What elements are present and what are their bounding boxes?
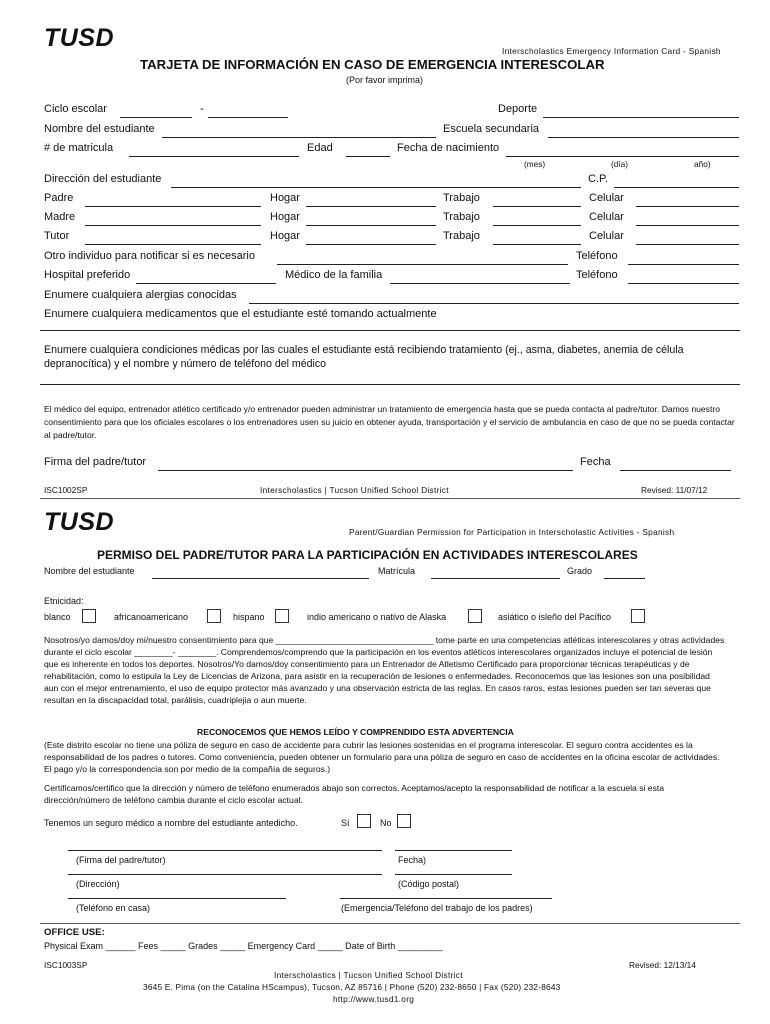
ciclo-end-field[interactable] (208, 117, 288, 118)
hospital-label: Hospital preferido (44, 269, 131, 281)
hispano-label: hispano (233, 612, 265, 622)
fecha-label: Fecha (580, 456, 611, 468)
madre-trabajo-field[interactable] (493, 225, 581, 226)
asiatico-checkbox[interactable] (631, 609, 645, 623)
direccion-field[interactable] (171, 187, 581, 188)
tutor-celular-field[interactable] (636, 244, 739, 245)
warning-title: RECONOCEMOS QUE HEMOS LEÍDO Y COMPRENDIDO ESTA ADVERTENCIA (197, 727, 514, 737)
matricula-field[interactable] (129, 156, 299, 157)
no-label: No (380, 818, 392, 828)
madre-hogar-label: Hogar (270, 211, 300, 223)
otro-telefono-label: Teléfono (576, 250, 618, 262)
medicamentos-field[interactable] (40, 330, 740, 331)
madre-trabajo-label: Trabajo (443, 211, 480, 223)
madre-celular-field[interactable] (636, 225, 739, 226)
otro-individuo-field[interactable] (277, 264, 568, 265)
blanco-checkbox[interactable] (82, 609, 96, 623)
revised-date: Revised: 11/07/12 (641, 485, 708, 495)
deporte-label: Deporte (498, 103, 538, 115)
card-caption: Parent/Guardian Permission for Participation in Interscholastic Activities - Spanish (349, 527, 675, 537)
card-divider (40, 498, 740, 499)
fecha-nacimiento-label: Fecha de nacimiento (397, 142, 500, 154)
si-label: Sí (341, 818, 350, 828)
asiatico-label: asiático o isleño del Pacífico (498, 612, 612, 622)
ciclo-label: Ciclo escolar (44, 103, 107, 115)
edad-field[interactable] (346, 156, 390, 157)
padre-hogar-field[interactable] (306, 206, 436, 207)
grado-field[interactable] (604, 578, 645, 579)
escuela-label: Escuela secundaria (443, 123, 540, 135)
cp-label: C.P. (588, 173, 608, 185)
matricula-field[interactable] (431, 578, 560, 579)
anio-caption: año) (694, 159, 711, 169)
medico-field[interactable] (390, 283, 570, 284)
consent-paragraph: Nosotros/yo damos/doy mi/nuestro consentimiento para que _________________________________ tome parte en una competencias atléticas interescolares y otras actividades durante el ciclo escolar ________- ________. Comprendemos/comprendo que la participación en los eventos atléticos interescolares organizados incluye el potencial de lesión que es inherente en todos los deportes. Nosotros/Yo damos/doy consentimiento para un Entrenador de Atletismo Certificado para proporcionar técnicas terapéuticas y de rehabilitación, como lo estipula la Ley de Licencias de Arizona, para asistir en la recuperación de lesiones o enfermedades. Reconocemos que las lesiones son una posibilidad aun con el mejor entrenamiento, el uso de equipo protector más avanzado y una observación estricta de las reglas. En casos raros, estas lesiones pueden ser tan severas que resultan en la discapacidad total, parálisis, cuadriplejia o aun muerte. (44, 635, 725, 705)
footer-district: Interscholastics | Tucson Unified School District (274, 970, 463, 980)
tutor-trabajo-field[interactable] (493, 244, 581, 245)
insurance-question: Tenemos un seguro médico a nombre del estudiante antedicho. (44, 818, 298, 828)
madre-celular-label: Celular (589, 211, 624, 223)
tutor-celular-label: Celular (589, 230, 624, 242)
direccion-field[interactable] (68, 874, 382, 875)
indio-label: indio americano o nativo de Alaska (307, 612, 447, 622)
tutor-hogar-label: Hogar (270, 230, 300, 242)
hispano-checkbox[interactable] (275, 609, 289, 623)
form-code: ISC1002SP (44, 485, 88, 495)
no-checkbox[interactable] (397, 814, 411, 828)
medico-label: Médico de la familia (285, 269, 383, 281)
matricula-label: Matrícula (378, 566, 416, 576)
medicamentos-label: Enumere cualquiera medicamentos que el estudiante esté tomando actualmente (44, 308, 437, 320)
alergias-field[interactable] (249, 303, 739, 304)
direccion-label: Dirección del estudiante (44, 173, 162, 185)
revised-date: Revised: 12/13/14 (629, 960, 696, 970)
codigo-postal-caption: (Código postal) (398, 879, 460, 889)
padre-label: Padre (44, 192, 74, 204)
warning-body: (Este distrito escolar no tiene una póliza de seguro en caso de accidente para cubrir las lesiones sostenidas en el programa interescolar. El seguro contra accidentes es la responsabilidad de los padres o tutores. Como conveniencia, pueden obtener un formulario para una póliza de seguro en caso de accidentes en la oficina escolar de actividades. El pago y/o la correspondencia son por medio de la compañía de seguros.) (44, 740, 720, 774)
certify-paragraph: Certificamos/certifico que la dirección y número de teléfono enumerados abajo son correctos. Aceptamos/acepto la responsabilidad de notificar a la escuela si esta dirección/número de teléfono cambia durante el ciclo escolar actual. (44, 783, 665, 805)
nombre-label: Nombre del estudiante (44, 566, 135, 576)
padre-field[interactable] (85, 206, 261, 207)
fecha-nacimiento-field[interactable] (506, 156, 739, 157)
card-subtitle: (Por favor imprima) (346, 75, 424, 85)
direccion-caption: (Dirección) (76, 879, 120, 889)
africanoamericano-checkbox[interactable] (207, 609, 221, 623)
firma-caption: (Firma del padre/tutor) (76, 855, 166, 865)
medico-telefono-field[interactable] (628, 283, 739, 284)
dia-caption: (día) (611, 159, 629, 169)
padre-hogar-label: Hogar (270, 192, 300, 204)
firma-field[interactable] (68, 850, 382, 851)
card-title: PERMISO DEL PADRE/TUTOR PARA LA PARTICIPACIÓN EN ACTIVIDADES INTERESCOLARES (97, 548, 638, 562)
padre-celular-field[interactable] (636, 206, 739, 207)
firma-field[interactable] (158, 470, 573, 471)
office-divider (40, 923, 740, 924)
tutor-field[interactable] (85, 244, 261, 245)
telefono-emergencia-field[interactable] (340, 898, 552, 899)
fecha-field[interactable] (395, 850, 512, 851)
padre-celular-label: Celular (589, 192, 624, 204)
edad-label: Edad (307, 142, 333, 154)
blanco-label: blanco (44, 612, 71, 622)
hospital-field[interactable] (136, 283, 276, 284)
form-code: ISC1003SP (44, 960, 88, 970)
madre-hogar-field[interactable] (306, 225, 436, 226)
nombre-label: Nombre del estudiante (44, 123, 155, 135)
mes-caption: (mes) (524, 159, 546, 169)
telefono-casa-field[interactable] (68, 898, 286, 899)
office-use-title: OFFICE USE: (44, 927, 105, 938)
si-checkbox[interactable] (357, 814, 371, 828)
otro-individuo-label: Otro individuo para notificar si es necesario (44, 250, 255, 262)
tusd-logo: TUSD (44, 508, 115, 536)
madre-label: Madre (44, 211, 76, 223)
tutor-label: Tutor (44, 230, 70, 242)
footer-district: Interscholastics | Tucson Unified School District (260, 485, 449, 495)
padre-trabajo-label: Trabajo (443, 192, 480, 204)
grado-label: Grado (567, 566, 593, 576)
etnicidad-label: Etnicidad: (44, 596, 84, 606)
fecha-field[interactable] (620, 470, 731, 471)
indio-checkbox[interactable] (468, 609, 482, 623)
footer-address: 3645 E. Pima (on the Catalina HScampus), Tucson, AZ 85716 | Phone (520) 232-8650 | Fax (520) 232-8643 (143, 982, 561, 992)
card-title: TARJETA DE INFORMACIÓN EN CASO DE EMERGENCIA INTERESCOLAR (140, 57, 605, 72)
ciclo-start-field[interactable] (120, 117, 192, 118)
tutor-hogar-field[interactable] (306, 244, 436, 245)
escuela-field[interactable] (548, 137, 739, 138)
condiciones-field[interactable] (40, 384, 740, 385)
nombre-field[interactable] (162, 137, 436, 138)
padre-trabajo-field[interactable] (493, 206, 581, 207)
codigo-postal-field[interactable] (395, 874, 512, 875)
office-use-line: Physical Exam ______ Fees _____ Grades _____ Emergency Card _____ Date of Birth _________ (44, 941, 443, 951)
africanoamericano-label: africanoamericano (114, 612, 189, 622)
condiciones-label: Enumere cualquiera condiciones médicas por las cuales el estudiante está recibiendo tratamiento (ej., asma, diabetes, anemia de célula depranocítica) y el nombre y número de teléfono del médico (44, 344, 684, 370)
telefono-emergencia-caption: (Emergencia/Teléfono del trabajo de los padres) (341, 903, 533, 913)
ciclo-dash: - (200, 103, 204, 115)
card-caption: Interscholastics Emergency Information Card - Spanish (502, 46, 721, 56)
alergias-label: Enumere cualquiera alergias conocidas (44, 289, 237, 301)
medico-telefono-label: Teléfono (576, 269, 618, 281)
telefono-casa-caption: (Teléfono en casa) (76, 903, 151, 913)
madre-field[interactable] (85, 225, 261, 226)
nombre-field[interactable] (152, 578, 369, 579)
deporte-field[interactable] (543, 117, 739, 118)
matricula-label: # de matricula (44, 142, 114, 154)
otro-telefono-field[interactable] (628, 264, 739, 265)
firma-label: Firma del padre/tutor (44, 456, 147, 468)
tusd-logo: TUSD (44, 24, 115, 52)
tutor-trabajo-label: Trabajo (443, 230, 480, 242)
cp-field[interactable] (614, 187, 739, 188)
consent-paragraph: El médico del equipo, entrenador atlético certificado y/o entrenador pueden administrar un tratamiento de emergencia hasta que se pueda contacta al padre/tutor. Damos nuestro consentimiento para que los oficiales escolares o los entrenadores usen su juicio en obtener ayuda, transportación y el servicio de ambulancia en caso de que no se pueda contactar al padre/tutor. (44, 404, 735, 440)
footer-url[interactable]: http://www.tusd1.org (333, 994, 415, 1004)
fecha-caption: Fecha) (398, 855, 427, 865)
